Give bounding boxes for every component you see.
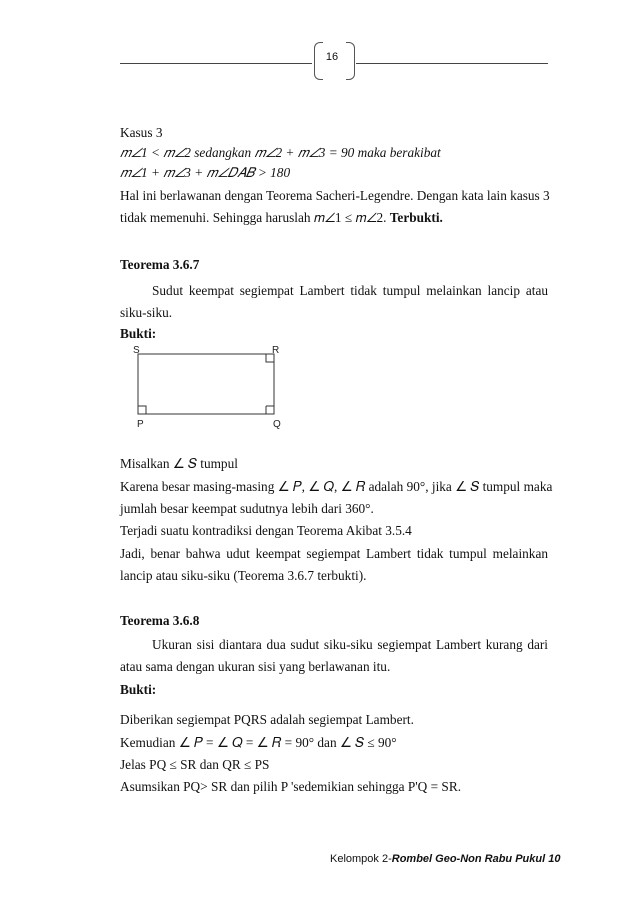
proof-contradiction: Terjadi suatu kontradiksi dengan Teorema Akibat 3.5.4: [120, 523, 412, 538]
theorem-367-title: Teorema 3.6.7: [120, 257, 200, 272]
case-heading: Kasus 3: [120, 125, 163, 140]
proof2-angles: Kemudian ∠ 𝑃 = ∠ 𝑄 = ∠ 𝑅 = 90° dan ∠ 𝑆 ≤ 90°: [120, 735, 397, 750]
vertex-label-s: S: [133, 345, 140, 356]
vertex-label-r: R: [272, 345, 280, 356]
footer-emphasis: Rombel Geo-Non Rabu Pukul 10: [391, 853, 561, 865]
proof-label-2: Bukti:: [120, 682, 157, 697]
theorem-367-statement-line1: Sudut keempat segiempat Lambert tidak tumpul melainkan lancip atau: [152, 283, 548, 298]
case-conclusion-line1: Hal ini berlawanan dengan Teorema Sacheri-Legendre. Dengan kata lain kasus 3: [120, 188, 550, 203]
proof-conclusion-line1: Jadi, benar bahwa udut keempat segiempat Lambert tidak tumpul melainkan: [120, 546, 548, 561]
quadrilateral-outline: [138, 354, 274, 414]
case-conclusion-text: tidak memenuhi. Sehingga haruslah 𝑚∠1 ≤ 𝑚∠2.: [120, 210, 390, 225]
theorem-368-statement-line2: atau sama dengan ukuran sisi yang berlawanan itu.: [120, 659, 391, 674]
proof-reason-line2: jumlah besar keempat sudutnya lebih dari 360°.: [120, 501, 374, 516]
case-inequality: 𝑚∠1 + 𝑚∠3 + 𝑚∠𝐷𝐴𝐵 > 180: [120, 165, 291, 180]
page-number: 16: [325, 51, 339, 63]
footer-prefix: Kelompok 2-: [330, 853, 392, 865]
header-rule-right: [356, 63, 548, 64]
theorem-367-statement-line2: siku-siku.: [120, 305, 173, 320]
theorem-368-title: Teorema 3.6.8: [120, 613, 200, 628]
theorem-368-statement-line1: Ukuran sisi diantara dua sudut siku-siku segiempat Lambert kurang dari: [152, 637, 548, 652]
case-conclusion-line2: [120, 209, 548, 227]
proof2-assume: Asumsikan PQ> SR dan pilih P 'sedemikian sehingga P'Q = SR.: [120, 779, 462, 794]
case-statement: 𝑚∠1 < 𝑚∠2 sedangkan 𝑚∠2 + 𝑚∠3 = 90 maka berakibat: [120, 145, 441, 160]
header-rule-left: [120, 63, 312, 64]
vertex-label-q: Q: [273, 419, 281, 430]
proof-reason-line1: Karena besar masing-masing ∠ 𝑃, ∠ 𝑄, ∠ 𝑅 adalah 90°, jika ∠ 𝑆 tumpul maka: [120, 479, 553, 494]
footer: [330, 853, 560, 865]
proof2-given: Diberikan segiempat PQRS adalah segiempat Lambert.: [120, 712, 414, 727]
right-angle-mark-p: [138, 406, 146, 414]
proof-label-1: Bukti:: [120, 326, 157, 341]
vertex-label-p: P: [137, 419, 144, 430]
proof2-clear: Jelas PQ ≤ SR dan QR ≤ PS: [120, 757, 270, 772]
lambert-quadrilateral-figure: [120, 340, 320, 435]
proven-label: Terbukti.: [389, 210, 443, 225]
proof-conclusion-line2: lancip atau siku-siku (Teorema 3.6.7 terbukti).: [120, 568, 367, 583]
proof-assumption: Misalkan ∠ 𝑆 tumpul: [120, 456, 238, 471]
